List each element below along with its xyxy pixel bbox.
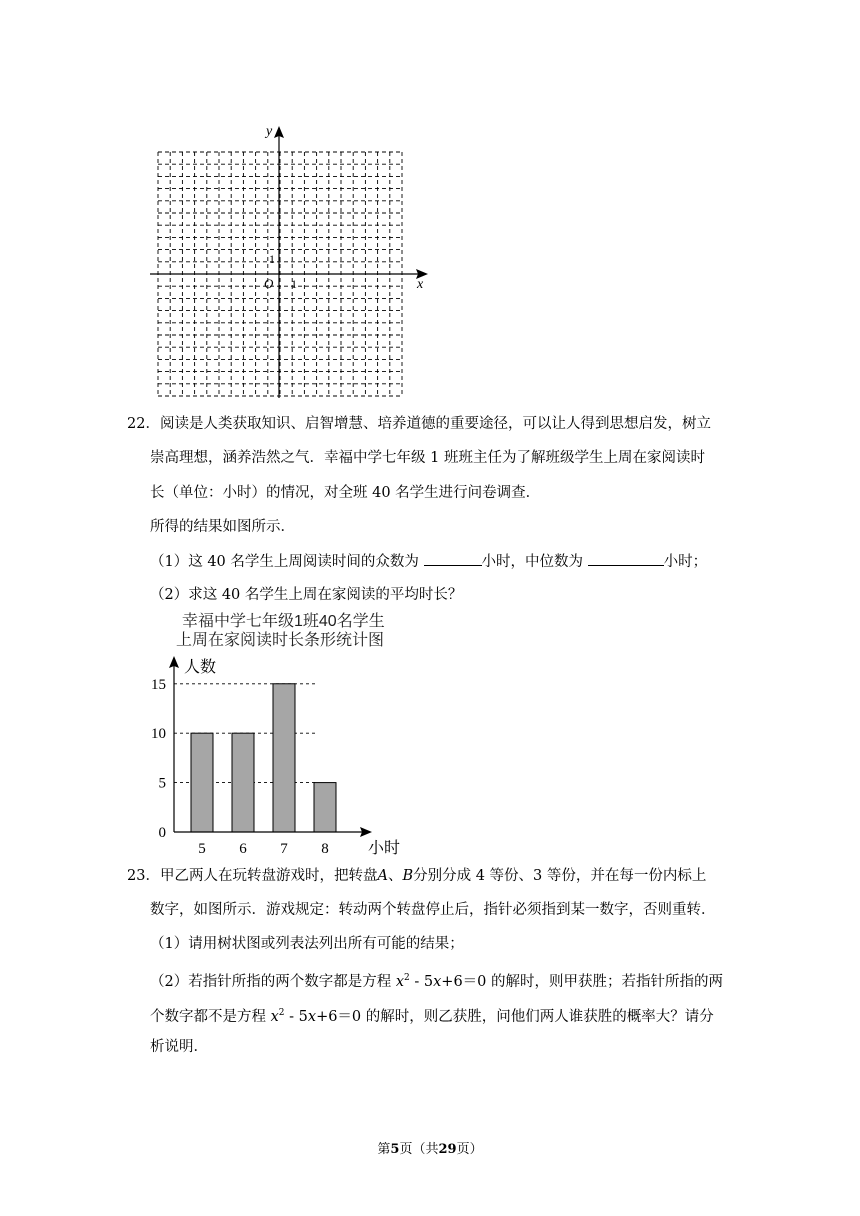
q23-line4-text-b: 的解时，则乙获胜，问他们两人谁获胜的概率大？请分 bbox=[365, 1009, 714, 1025]
q23-sub-2 bbox=[150, 968, 723, 992]
q22-sub1-suffix: 小时； bbox=[663, 554, 708, 570]
bar-chart bbox=[140, 652, 400, 862]
origin-label: O bbox=[264, 276, 274, 291]
chart-ylabel: 人数 bbox=[184, 659, 217, 676]
q23-text-1b: 分别分成 4 等份、3 等份，并在每一份内标上 bbox=[413, 868, 707, 884]
unit-x-label: 1 bbox=[291, 277, 297, 291]
median-answer-blank[interactable] bbox=[588, 551, 664, 566]
q22-sub1-mid: 小时，中位数为 bbox=[481, 554, 584, 570]
q22-line-1 bbox=[127, 414, 711, 434]
eq1-x2: x bbox=[433, 974, 442, 990]
eq2-x: x bbox=[270, 1009, 279, 1025]
chart-title-block bbox=[176, 612, 385, 650]
eq1-exp: 2 bbox=[404, 973, 410, 983]
q23-sub-1: （1）请用树状图或列表法列出所有可能的结果； bbox=[150, 936, 464, 952]
eq2-tail: +6＝0 bbox=[316, 1009, 362, 1025]
var-a: A bbox=[377, 868, 388, 884]
eq2-x2: x bbox=[307, 1009, 317, 1025]
x-tick-label: 5 bbox=[198, 841, 206, 857]
y-tick-label: 5 bbox=[158, 775, 166, 792]
q22-sub-1 bbox=[150, 551, 707, 572]
coordinate-grid-figure bbox=[140, 118, 440, 403]
q23-number: 23． bbox=[127, 868, 160, 884]
page-footer bbox=[0, 1138, 860, 1157]
q23-line-1 bbox=[127, 866, 706, 886]
chart-subtitle: 上周在家阅读时长条形统计图 bbox=[176, 632, 385, 649]
footer-total-pages: 29 bbox=[438, 1142, 457, 1157]
q23-sep: 、 bbox=[387, 868, 403, 884]
footer-text-3: 页） bbox=[456, 1142, 483, 1157]
q23-line-5: 析说明． bbox=[150, 1039, 208, 1055]
equation-1 bbox=[396, 974, 487, 990]
y-tick-label: 15 bbox=[151, 676, 166, 693]
y-axis-label: y bbox=[266, 124, 273, 139]
eq1-x: x bbox=[395, 974, 405, 990]
eq1-tail: +6＝0 bbox=[441, 974, 487, 990]
mode-answer-blank[interactable] bbox=[424, 551, 482, 566]
q23-line-2: 数字，如图所示．游戏规定：转动两个转盘停止后，指针必须指到某一数字，否则重转． bbox=[150, 902, 716, 918]
eq2-exp: 2 bbox=[278, 1008, 285, 1018]
chart-xlabel: 小时 bbox=[368, 840, 400, 857]
x-axis-label: x bbox=[417, 277, 424, 292]
y-tick-label: 0 bbox=[158, 825, 166, 841]
q22-text-1: 阅读是人类获取知识、启智增慧、培养道德的重要途径，可以让人得到思想启发，树立 bbox=[159, 416, 711, 432]
q23-text-1a: 甲乙两人在玩转盘游戏时，把转盘 bbox=[159, 868, 378, 884]
y-tick-label: 10 bbox=[151, 726, 166, 743]
unit-y-label: 1 bbox=[269, 252, 275, 266]
x-tick-label: 7 bbox=[280, 841, 288, 857]
q22-number: 22． bbox=[127, 416, 160, 432]
q22-line-4: 所得的结果如图所示． bbox=[150, 519, 295, 535]
x-tick-label: 6 bbox=[239, 841, 247, 857]
bar-6 bbox=[232, 733, 254, 832]
var-b: B bbox=[402, 868, 414, 884]
eq1-mid: - 5 bbox=[409, 974, 434, 990]
q22-line-2: 崇高理想，涵养浩然之气．幸福中学七年级 1 班班主任为了解班级学生上周在家阅读时 bbox=[150, 450, 705, 466]
q22-sub1-prefix: （1）这 40 名学生上周阅读时间的众数为 bbox=[150, 554, 419, 570]
chart-title: 幸福中学七年级1班40名学生 bbox=[182, 613, 385, 630]
q23-sub2-text-a: （2）若指针所指的两个数字都是方程 bbox=[150, 974, 392, 990]
q23-line-4 bbox=[150, 1003, 714, 1027]
q23-line4-text-a: 个数字都不是方程 bbox=[150, 1009, 266, 1025]
bar-5 bbox=[191, 733, 213, 832]
x-tick-label: 8 bbox=[321, 841, 329, 857]
equation-2 bbox=[271, 1009, 362, 1025]
footer-text-2: 页（共 bbox=[399, 1142, 439, 1157]
q23-sub2-text-b: 的解时，则甲获胜；若指针所指的两 bbox=[491, 974, 724, 990]
q22-sub-2: （2）求这 40 名学生上周在家阅读的平均时长？ bbox=[150, 587, 463, 603]
eq2-mid: - 5 bbox=[284, 1009, 308, 1025]
q22-line-3: 长（单位：小时）的情况，对全班 40 名学生进行问卷调查． bbox=[150, 485, 541, 501]
footer-page-number: 5 bbox=[390, 1142, 400, 1157]
bar-8 bbox=[314, 783, 336, 832]
footer-text-1: 第 bbox=[377, 1142, 391, 1157]
bar-7 bbox=[273, 684, 295, 832]
